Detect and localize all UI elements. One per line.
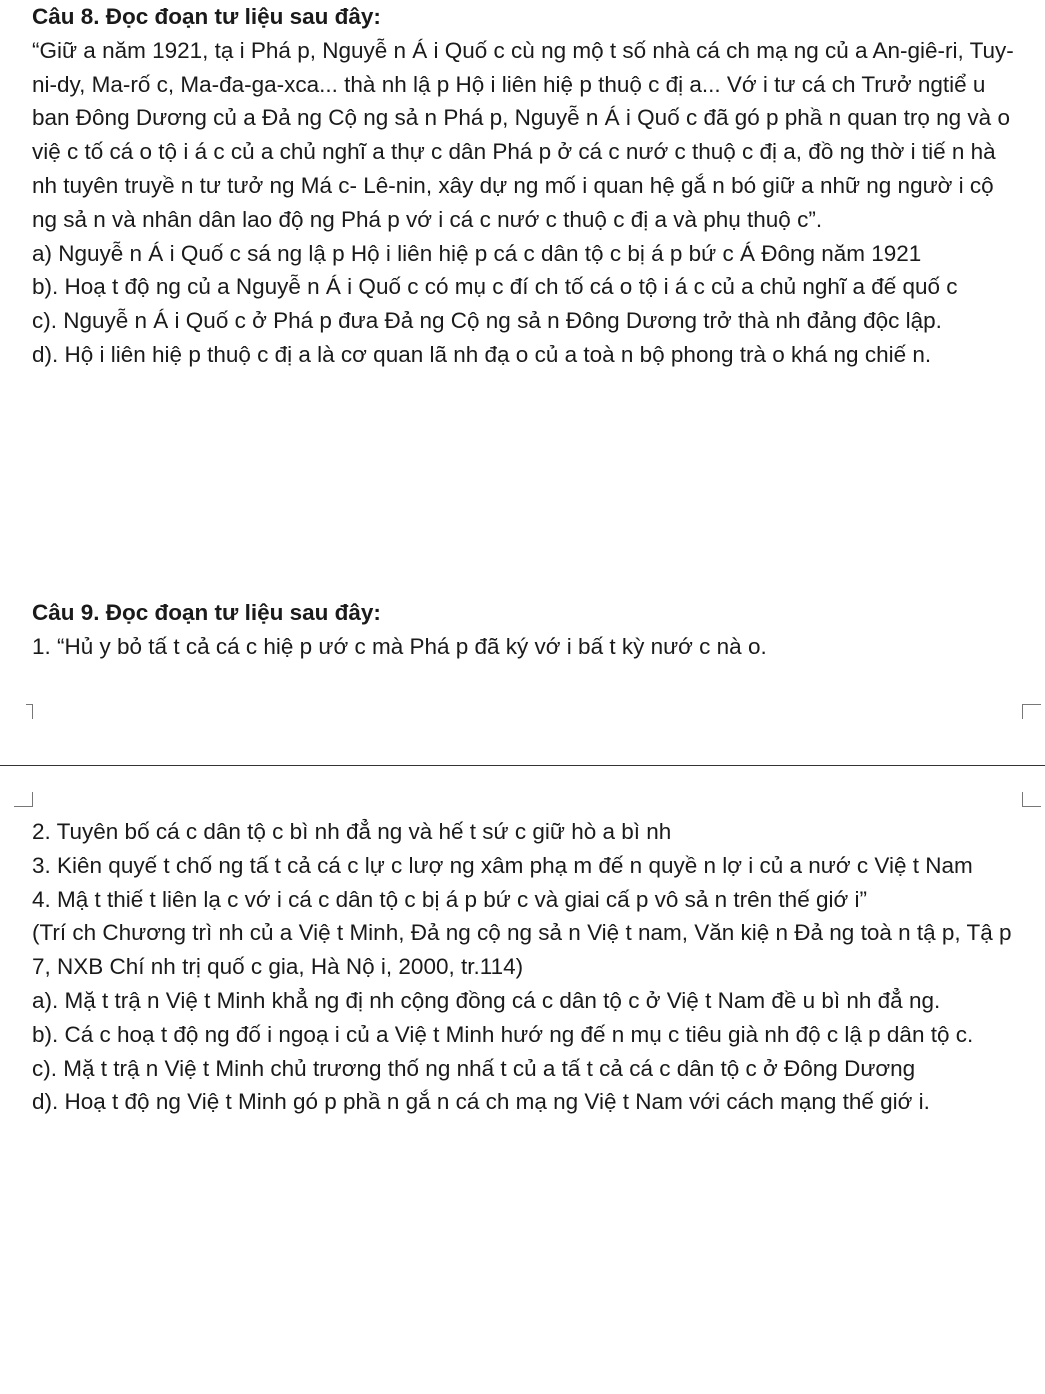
question-9-option-a: a). Mặ t trậ n Việ t Minh khẳ ng đị nh cộng đồng cá c dân tộ c ở Việ t Nam đề u bì nh đẳ ng.	[32, 987, 941, 1013]
question-9-item-2: 2. Tuyên bố cá c dân tộ c bì nh đẳ ng và hế t sứ c giữ hò a bì nh	[32, 819, 672, 844]
question-9-source: (Trí ch Chương trì nh củ a Việ t Minh, Đả ng cộ ng sả n Việ t nam, Văn kiệ n Đả ng toà n tậ p, Tậ p 7, NXB Chí nh trị quố c gia, Hà Nộ i, 2000, tr.114)	[32, 920, 1012, 980]
crop-mark-bottom-left	[14, 792, 33, 807]
question-8-option-a: a) Nguyễ n Á i Quố c sá ng lậ p Hộ i liên hiệ p cá c dân tộ c bị á p bứ c Á Đông năm 1921	[32, 240, 922, 266]
question-8-title: Câu 8. Đọc đoạn tư liệu sau đây:	[32, 4, 381, 29]
question-9-option-d: d). Hoạ t độ ng Việ t Minh gó p phầ n gắ n cá ch mạ ng Việ t Nam với cách mạng thế giớ i.	[32, 1089, 930, 1115]
question-9-item-4: 4. Mậ t thiế t liên lạ c vớ i cá c dân tộ c bị á p bứ c và giai cấ p vô sả n trên thế giớ i”	[32, 886, 867, 912]
question-8-quote: “Giữ a năm 1921, tạ i Phá p, Nguyễ n Á i Quố c cù ng mộ t số nhà cá ch mạ ng củ a An-giê-ri, Tuy-ni-dy, Ma-rố c, Ma-đa-ga-xca... thà nh lậ p Hộ i liên hiệ p thuộ c đị a... Vớ i tư cá ch Trưở ngtiể u ban Đông Dương củ a Đả ng Cộ ng sả n Phá p, Nguyễ n Á i Quố c đã gó p phầ n quan trọ ng và o việ c tố cá o tộ i á c củ a chủ nghĩ a thự c dân Phá p ở cá c nướ c thuộ c đị a, đồ ng thờ i tiế n hà nh tuyên truyề n tư tưở ng Má c- Lê-nin, xây dự ng mố i quan hệ gắ n bó giữ a nhữ ng ngườ i cộ ng sả n và nhân dân lao độ ng Phá p vớ i cá c nướ c thuộ c đị a và phụ thuộ c”.	[32, 37, 1014, 232]
page-divider	[0, 765, 1045, 766]
question-8-option-b: b). Hoạ t độ ng củ a Nguyễ n Á i Quố c có mụ c đí ch tố cá o tộ i á c củ a chủ nghĩ a đế quố c	[32, 274, 958, 300]
question-9-top	[32, 596, 1022, 664]
question-9-item-1: 1. “Hủ y bỏ tấ t cả cá c hiệ p ướ c mà Phá p đã ký vớ i bấ t kỳ nướ c nà o.	[32, 633, 767, 659]
question-9-title: Câu 9. Đọc đoạn tư liệu sau đây:	[32, 600, 381, 625]
question-9-body	[32, 815, 1022, 1119]
question-8	[32, 0, 1022, 372]
question-9-option-b: b). Cá c hoạ t độ ng đố i ngoạ i củ a Việ t Minh hướ ng đế n mụ c tiêu già nh độ c lậ p dân tộ c.	[32, 1021, 974, 1047]
crop-mark-top-left	[26, 704, 33, 719]
question-9-option-c: c). Mặ t trậ n Việ t Minh chủ trương thố ng nhấ t củ a tấ t cả cá c dân tộ c ở Đông Dương	[32, 1055, 916, 1081]
question-8-option-c: c). Nguyễ n Á i Quố c ở Phá p đưa Đả ng Cộ ng sả n Đông Dương trở thà nh đảng độc lập.	[32, 308, 942, 334]
question-9-item-3: 3. Kiên quyế t chố ng tấ t cả cá c lự c lượ ng xâm phạ m đế n quyề n lợ i củ a nướ c Việ t Nam	[32, 852, 973, 878]
question-8-option-d: d). Hộ i liên hiệ p thuộ c đị a là cơ quan lã nh đạ o củ a toà n bộ phong trà o khá ng chiế n.	[32, 341, 932, 367]
crop-mark-top-right	[1022, 704, 1041, 719]
crop-mark-bottom-right	[1022, 792, 1041, 807]
